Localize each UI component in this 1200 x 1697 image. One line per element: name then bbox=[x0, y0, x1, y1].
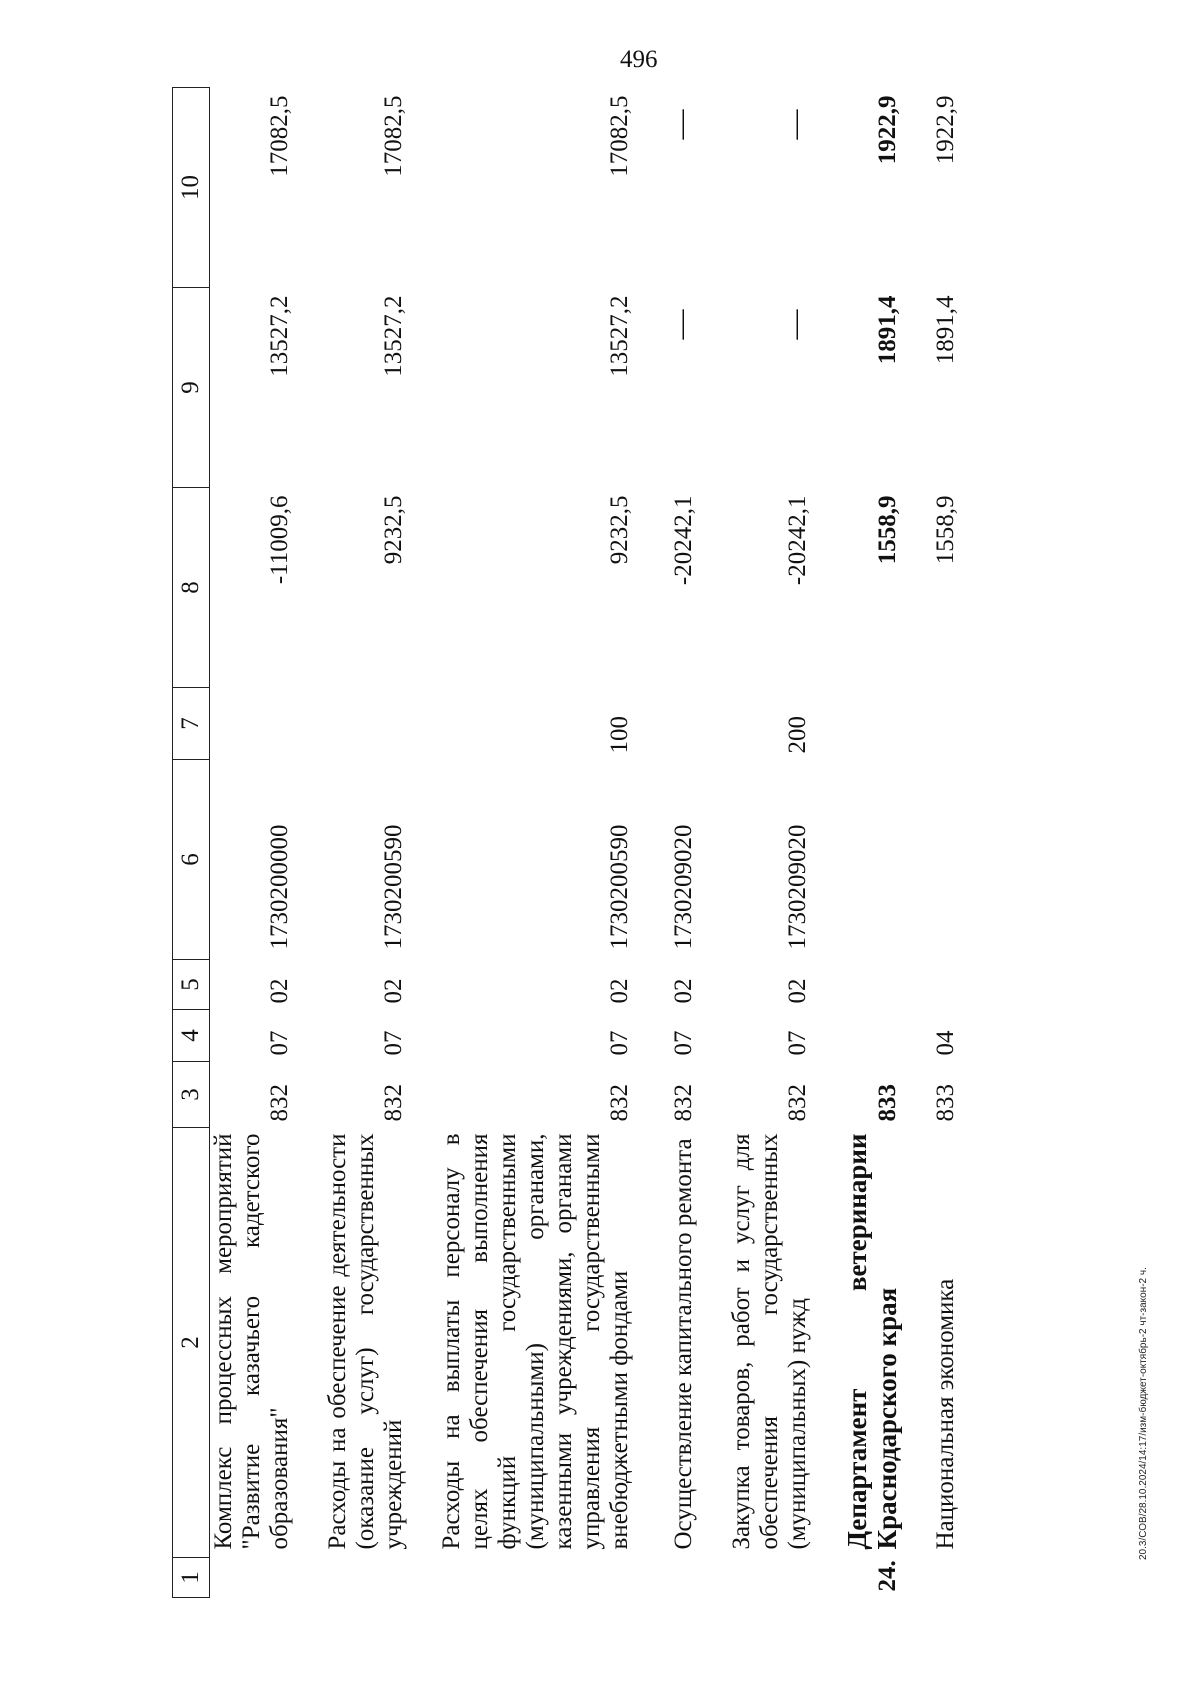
footer-stamp: 20.3/СОВ/28.10.2024/14:17/изм-бюджет-октябрь-2 чт-закон-2 ч. bbox=[1138, 1267, 1149, 1560]
column-header: 1 bbox=[173, 1558, 210, 1598]
department-row bbox=[842, 88, 902, 1598]
column-header: 10 bbox=[173, 88, 210, 288]
cell-ved: 833 bbox=[874, 1084, 902, 1122]
cell-amount-col10: 1922,9 bbox=[932, 95, 960, 165]
cell-amount-col9: 1891,4 bbox=[874, 295, 902, 365]
row-name: Расходы на выплаты персоналу в целях обеспечения выполнения функций государственными (муниципальными) органами, казенными учреждениями, органами управления государственными внебюджетными фондами bbox=[438, 1133, 633, 1550]
cell-amount-col10: 17082,5 bbox=[606, 95, 633, 177]
row-name: Закупка товаров, работ и услуг для обеспечения государственных (муниципальных) нужд bbox=[727, 1133, 811, 1550]
cell-target-article: 1730200590 bbox=[380, 824, 407, 950]
cell-ved: 832 bbox=[380, 1084, 407, 1122]
cell-expense-type bbox=[324, 688, 408, 760]
table-row bbox=[728, 88, 812, 1598]
cell-amount-col8: 9232,5 bbox=[380, 495, 407, 565]
table-row bbox=[324, 88, 408, 1598]
cell-amount-col9: — bbox=[664, 309, 697, 340]
cell-target-article: 1730209020 bbox=[669, 824, 697, 950]
row-name: Расходы на обеспечение деятельности (оказание услуг) государственных учреждений bbox=[324, 1133, 407, 1550]
cell-ved: 832 bbox=[266, 1084, 293, 1122]
department-name: Департамент ветеринарии Краснодарского края bbox=[841, 1133, 902, 1550]
cell-section: 07 bbox=[266, 1030, 293, 1056]
table-row bbox=[932, 88, 960, 1598]
cell-section: 07 bbox=[380, 1030, 407, 1056]
cell-section: 07 bbox=[669, 1030, 697, 1056]
page-number: 496 bbox=[620, 46, 658, 73]
column-header: 3 bbox=[173, 1062, 210, 1128]
row-name: Осуществление капитального ремонта bbox=[669, 1138, 697, 1550]
cell-target-article: 1730200590 bbox=[606, 824, 633, 950]
table-row bbox=[438, 88, 634, 1598]
column-header: 4 bbox=[173, 1010, 210, 1062]
cell-amount-col9: 13527,2 bbox=[266, 295, 293, 377]
cell-amount-col8: 1558,9 bbox=[874, 495, 902, 565]
cell-expense-type: 100 bbox=[606, 716, 633, 754]
cell-amount-col10: 17082,5 bbox=[380, 95, 407, 177]
cell-target-article: 1730209020 bbox=[783, 824, 811, 950]
cell-target-article: 1730200000 bbox=[266, 824, 293, 950]
cell-amount-col9: 13527,2 bbox=[606, 295, 633, 377]
column-header: 5 bbox=[173, 960, 210, 1010]
cell-amount-col8: 1558,9 bbox=[932, 495, 960, 565]
column-number-header bbox=[173, 88, 210, 1598]
cell-amount-col10: 1922,9 bbox=[874, 95, 902, 165]
rotated-budget-table bbox=[172, 88, 1092, 1598]
budget-table bbox=[172, 87, 960, 1598]
cell-amount-col9: — bbox=[778, 309, 811, 340]
cell-amount-col10: — bbox=[664, 109, 697, 140]
cell-ved: 832 bbox=[783, 1084, 811, 1122]
table-row bbox=[210, 88, 295, 1598]
cell-section: 04 bbox=[932, 1030, 960, 1056]
cell-ved: 832 bbox=[669, 1084, 697, 1122]
cell-amount-col10: 17082,5 bbox=[266, 95, 293, 177]
column-header: 2 bbox=[173, 1128, 210, 1558]
column-header: 6 bbox=[173, 760, 210, 960]
cell-ved: 832 bbox=[606, 1084, 633, 1122]
cell-section: 07 bbox=[606, 1030, 633, 1056]
column-header: 9 bbox=[173, 288, 210, 488]
cell-subsection: 02 bbox=[783, 978, 811, 1004]
cell-amount-col8: 9232,5 bbox=[606, 495, 633, 565]
cell-amount-col8: -20242,1 bbox=[783, 495, 811, 586]
column-header: 8 bbox=[173, 488, 210, 688]
cell-subsection: 02 bbox=[380, 978, 407, 1004]
cell-ved: 833 bbox=[932, 1084, 960, 1122]
column-header: 7 bbox=[173, 688, 210, 760]
cell-expense-type: 200 bbox=[783, 716, 811, 754]
row-name: Национальная экономика bbox=[932, 1278, 960, 1550]
cell-section: 07 bbox=[783, 1030, 811, 1056]
cell-amount-col9: 13527,2 bbox=[380, 295, 407, 377]
cell-amount-col8: -11009,6 bbox=[266, 495, 293, 585]
cell-amount-col9: 1891,4 bbox=[932, 295, 960, 365]
table-row bbox=[664, 88, 698, 1598]
cell-subsection: 02 bbox=[606, 978, 633, 1004]
cell-subsection: 02 bbox=[266, 978, 293, 1004]
department-index: 24. bbox=[874, 1560, 902, 1592]
row-name: Комплекс процессных мероприятий "Развитие казачьего кадетского образования" bbox=[210, 1133, 293, 1550]
cell-amount-col8: -20242,1 bbox=[669, 495, 697, 586]
cell-expense-type bbox=[210, 688, 295, 760]
cell-amount-col10: — bbox=[778, 109, 811, 140]
cell-expense-type bbox=[664, 688, 698, 760]
cell-subsection: 02 bbox=[669, 978, 697, 1004]
